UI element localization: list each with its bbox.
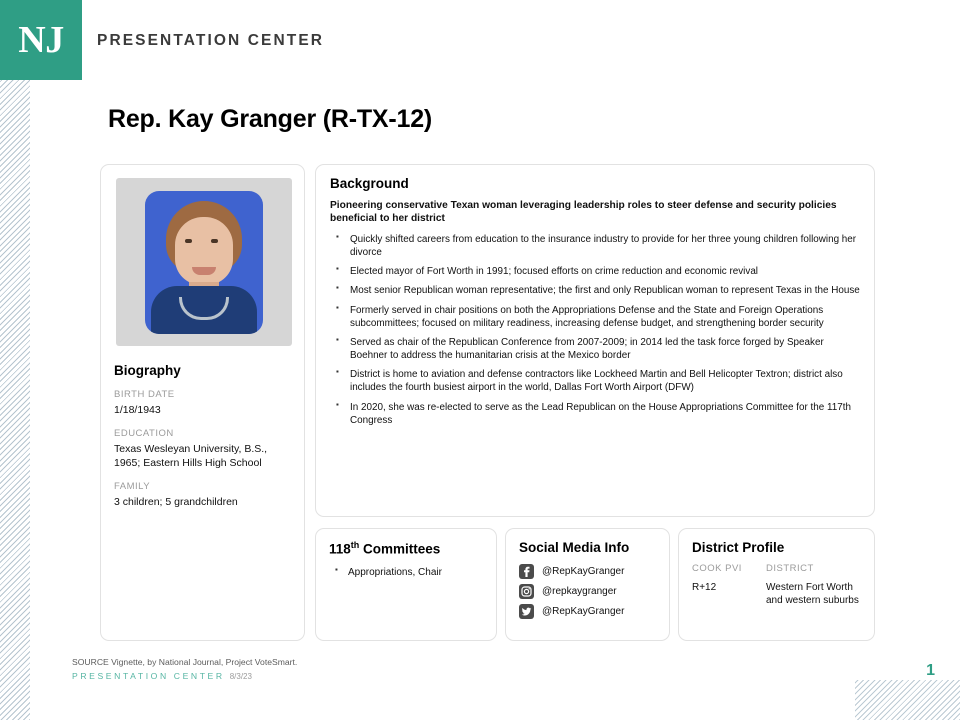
district-column <box>766 563 861 607</box>
education-label: EDUCATION <box>114 428 174 440</box>
background-card <box>315 164 875 517</box>
list-item: ▪ Most senior Republican woman representative; the first and only Republican woman to represent Texas in the House <box>330 284 860 297</box>
social-handle-instagram: @repkaygranger <box>542 586 617 597</box>
footer-brand <box>72 671 252 681</box>
family-label: FAMILY <box>114 481 151 493</box>
page-number: 1 <box>926 662 935 679</box>
twitter-icon <box>519 604 534 619</box>
committees-heading-rest: Committees <box>363 541 441 557</box>
list-item: ▪ Formerly served in chair positions on both the Appropriations Defense and the State and Foreign Operations subcommittees; focused on military readiness, increasing defense budget, and strengthening border security <box>330 304 860 330</box>
list-item: ▪ Served as chair of the Republican Conference from 2007-2009; in 2014 led the task force forged by Speaker Boehner to address the humanitarian crisis at the Mexico border <box>330 336 860 362</box>
social-row-twitter[interactable] <box>519 604 656 619</box>
biography-card <box>100 164 305 641</box>
avatar <box>145 191 263 334</box>
district-value: Western Fort Worth and western suburbs <box>766 582 859 606</box>
page-title: Rep. Kay Granger (R-TX-12) <box>108 105 433 133</box>
social-row-facebook[interactable] <box>519 564 656 579</box>
nj-logo-text: NJ <box>18 19 64 61</box>
cook-pvi-column <box>692 563 766 607</box>
cook-pvi-label: COOK PVI <box>692 563 742 574</box>
footer-date: 8/3/23 <box>229 672 252 681</box>
social-media-heading: Social Media Info <box>519 540 630 555</box>
social-row-instagram[interactable] <box>519 584 656 599</box>
committees-card <box>315 528 497 641</box>
biography-fields <box>114 363 294 521</box>
list-item: ▪ In 2020, she was re-elected to serve as the Lead Republican on the House Appropriations Committee for the 117th Congress <box>330 401 860 427</box>
list-item: ▪ District is home to aviation and defense contractors like Lockheed Martin and Bell Helicopter Textron; district also includes the fourth busiest airport in the world, Dallas Fort Worth Airport (DFW) <box>330 368 860 394</box>
social-media-list <box>519 564 656 619</box>
instagram-icon <box>519 584 534 599</box>
biography-heading: Biography <box>114 363 181 378</box>
committees-congress-number: 118 <box>329 541 351 557</box>
social-handle-twitter: @RepKayGranger <box>542 606 625 617</box>
nj-logo <box>0 0 82 80</box>
birth-date-value: 1/18/1943 <box>114 404 161 416</box>
portrait-eye-left <box>185 239 192 243</box>
cook-pvi-value: R+12 <box>692 582 717 593</box>
list-item: ▪ Quickly shifted careers from education to the insurance industry to provide for her three young children following her divorce <box>330 233 860 259</box>
district-label: DISTRICT <box>766 563 814 574</box>
social-media-card <box>505 528 670 641</box>
portrait-eye-right <box>211 239 218 243</box>
district-profile-grid <box>692 563 861 607</box>
district-profile-card <box>678 528 875 641</box>
background-bullet-list <box>330 233 860 427</box>
footer-brand-text: PRESENTATION CENTER <box>72 671 225 681</box>
social-handle-facebook: @RepKayGranger <box>542 566 625 577</box>
list-item: ▪ Elected mayor of Fort Worth in 1991; focused efforts on crime reduction and economic revival <box>330 265 860 278</box>
committees-ordinal-suffix: th <box>350 540 360 550</box>
committees-heading <box>329 540 483 557</box>
left-hatch-decoration <box>0 80 30 720</box>
background-summary: Pioneering conservative Texan woman leveraging leadership roles to steer defense and security policies beneficial to her district <box>330 200 837 225</box>
education-value: Texas Wesleyan University, B.S., 1965; Eastern Hills High School <box>114 443 268 469</box>
committees-list <box>329 566 483 579</box>
header-title: PRESENTATION CENTER <box>97 32 325 49</box>
facebook-icon <box>519 564 534 579</box>
footer-source: SOURCE Vignette, by National Journal, Project VoteSmart. <box>72 657 298 667</box>
portrait-frame <box>116 178 292 346</box>
corner-hatch-decoration <box>855 680 960 720</box>
birth-date-label: BIRTH DATE <box>114 389 175 400</box>
background-heading: Background <box>330 176 409 191</box>
district-profile-heading: District Profile <box>692 540 785 555</box>
list-item: ▪ Appropriations, Chair <box>329 566 483 579</box>
family-value: 3 children; 5 grandchildren <box>114 496 238 509</box>
